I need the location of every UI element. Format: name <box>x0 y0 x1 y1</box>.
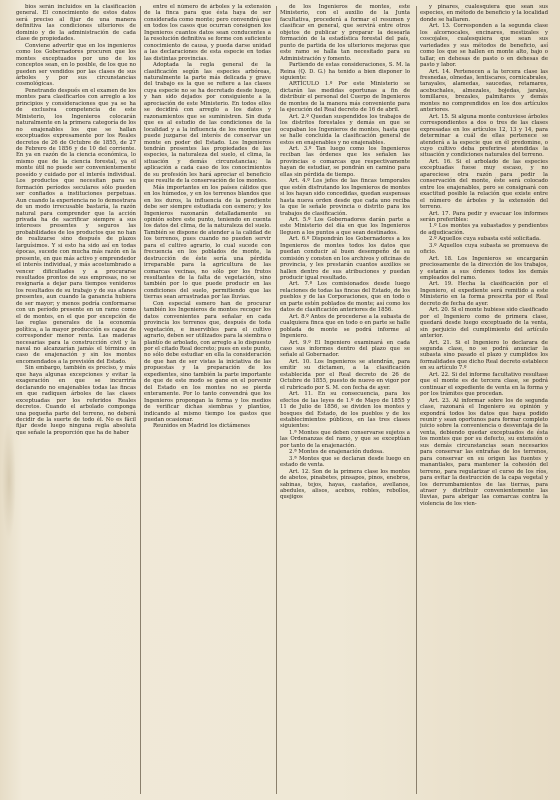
paragraph: Más importantes en los países cálidos que en los húmedos, y en los terrenos blandos que en los duros, la influencia de la pendiente debe ser siempre estudiada con esmero; y los Ingenieros razonarán detalladamente su opinión sobre este punto, teniendo en cuenta los datos del clima, de la naturaleza del suelo. También se dispone de atender a la calidad de los terrenos, pues cuando no pueden servir para el cultivo agrario, lo cual sucede con frecuencia en los poblados de monte, la destrucción de éste sería una pérdida irreparable para la agricultura de las comarcas vecinas, no sólo por los frutos resultantes de la falta de vegetación, sino también por lo que puede producir en las condiciones del suelo, permitiendo que las tierras sean arrastradas por las lluvias. <box>144 184 271 301</box>
paragraph: bios serán incluidos en la clasificación general. El conocimiento de estos datos será preciso al fijar de una manera definitiva las condiciones ulteriores de dominio y de la administración de cada clase de propiedades. <box>16 4 136 43</box>
paragraph: Art. 18. Los Ingenieros se encargarán preciosamente de la dirección de los trabajos, y estarán a sus órdenes todos los demás empleados del ramo. <box>420 255 548 282</box>
paragraph: Art. 23. Al informar sobre los de segunda clase, razonará el Ingeniero su opinión y expondrá todos los datos que haya podido reunir y sean oportunos para formar completo juicio sobre la conveniencia o desventaja de la venta, debiendo quedar exceptuados de ésta los montes que por su defecto, su extensión o sus demás circunstancias sean necesarios para conservar las entrañas de los terrenos, para conservar en su origen las fuentes y manantiales, para mantener la cohesión del terreno, para regularizar el curso de los ríos, para evitar la destrucción de la capa vegetal y los derrumbamientos de las tierras, para atraer y distribuir convenientemente las lluvias, para abrigar las comarcas contra la violencia de los vien- <box>420 397 548 507</box>
paragraph: 1.º Los montes ya subastados y pendientes de adjudicación. <box>420 223 548 236</box>
paragraph: Art. 19. Hecha la clasificación por el Ingeniero, el expediente será remitido a este Ministerio en la forma prescrita por el Real decreto de fecha de ayer. <box>420 281 548 307</box>
text-column-3 <box>280 4 410 796</box>
text-column-4 <box>420 4 548 796</box>
paragraph: entre el número de árboles y la extensión de la finca para que ésta haya de ser considerada como monte; pero convendrá que en todos los casos que ocurran consignen los Ingenieros cuantos datos sean conducentes a la resolución definitiva se forme con suficiente conocimiento de causa, y pueda darse unidad a las declaraciones de esta especie en todas las distintas provincias. <box>144 4 271 62</box>
paragraph: Art. 21. Si el Ingeniero lo declarara de segunda clase, no se podrá anunciar la subasta sino pasado el plazo y cumplidos los formalidades que dicho Real decreto establece en su artículo 7.º <box>420 339 548 372</box>
paragraph: 2.ª Montes de enajenación dudosa. <box>289 449 384 456</box>
text-column-2 <box>144 4 271 796</box>
column-divider <box>416 6 417 794</box>
paragraph: Art. 12. Son de la primera clase los montes de abetos, pinabetes, pinsapos, pinos, enebros, sabinas, tejos, hayas, castaños, avellanos, abedules, alisos, acebos, robles, rebollos, quejigos <box>280 468 410 501</box>
paragraph: de los Ingenieros de montes, este Ministerio, con el auxilio de la Junta facultativa, procederá a formar el resumen y clasificar en general, que servirá entre otros objetos de publicar y preparar la desearla formación de la estadística forestal del país, punto de partida de los ulteriores mejoras que este ramo se halla tan necesitado para su Administración y fomento. <box>280 4 410 62</box>
paragraph: 3.ª Montes que se declaran desde luego en estado de venta. <box>280 455 410 469</box>
column-divider <box>276 6 277 794</box>
paragraph: Adoptada la regla general de la clasificación según las especies arbóreas, naturalmente la parte más delicada y grave del trabajo es la que se refiere a las clases cuya especie no se ha decretado desde luego, y han sido dejados por consiguiente a la apreciación de este Ministerio. En todos ellos se decidirá con arreglo a los datos y razonamientos que se suministren. Sin duda que es al estudio de las condiciones de la localidad y a la influencia de los montes que puede juzgarse del interés de conservar un monte en poder del Estado. Los Ingenieros tendrán presentes las propiedades de las especies, la naturaleza del suelo, el clima, la situación y demás circunstancias; la aplicación a cada caso de los conocimientos de su profesión les hará apreciar el beneficio que resulte de la conservación de los montes. <box>144 62 271 185</box>
paragraph: Art. 7.º Los comisionados desde luego relaciones de todas las fincas del Estado, de los pueblos y de las Corporaciones, que en todo o en parte estén poblados de monte; así como los datos de clasificación anteriores de 1856. <box>280 281 410 314</box>
paragraph: Art. 17. Para pedir y evacuar los informes serán preferibles: <box>420 210 548 223</box>
text-column-1 <box>16 4 136 796</box>
paragraph: Sin embargo, también es preciso, y más que haya algunas excepciones y evitar la exageración en que se incurriría declarando no enajenables todas las fincas en que radiquen árboles de las clases exceptuadas por los referidos Reales decretos. Cuando el arbolado componga una pequeña parte del terreno, no deberá decidir de la suerte de todo él. No es fácil fijar desde luego ninguna regla absoluta que señale la proporción que ha de haber <box>16 365 136 436</box>
paragraph: 1.ª Montes que deben conservarse sujetos a las Ordenanzas del ramo, y que se exceptúan por tanto de la enajenación. <box>280 429 410 449</box>
paragraph: Reunidos en Madrid los dictámenes <box>153 423 251 430</box>
paragraph: y pinares, cualesquiera que sean sus especies, en método de beneficio y la localidad donde se hallaren. <box>420 4 548 23</box>
paragraph: Conviene advertir que en los ingenieros como los Gobernadores procuren que los montes exceptuados por uno de los conceptos sean, en lo posible, de los que no pueden ser vendidos por las clases de sus árboles y por sus circunstancias cosmológicas. <box>16 42 136 88</box>
paragraph: Art. 5.º Los Gobernadores darán parte a este Ministerio del día en que los Ingenieros lleguen a los puntos a que sean destinados. <box>280 216 410 236</box>
column-divider <box>140 6 141 794</box>
paragraph: Art. 16. Si el arbolado de las especies exceptuadas fuese muy escaso, y no apareciese otra razón para pedir la conservación del monte, éste será colocado entre los enajenables, pero se consignará con exactitud posible la relación que existe entre el número de árboles y la extensión del terreno. <box>420 158 548 211</box>
paragraph: Art. 10. Los Ingenieros se atendrán, para emitir su dictamen, a la clasificación establecida por el Real decreto de 26 de Octubre de 1855, puesto de nuevo en vigor por el rubricado por S. M. con fecha de ayer. <box>280 358 410 391</box>
paragraph: Art. 2.º Quedan suspendidos los trabajos de los distritos forestales y demás en que se ocupaban los Ingenieros de montes, hasta que se halle concluida la clasificación general de estos en enajenables y no enajenables. <box>280 113 410 146</box>
paragraph: Art. 13. Corresponden a la segunda clase los alcornocales, encinares, mestizales y coscojales, cualesquiera que sean sus variedades y sus métodos de beneficio, así como los que se hallen en monte alto, bajo o tallar, en dehesas de pasto o en dehesas de pasto y labor. <box>420 23 548 69</box>
paragraph: Art. 8.º Antes de procederse a la subasta de cualquiera finca que en todo o en parte se halle poblada de monte se podrá informe al Ingeniero. <box>280 313 410 340</box>
paragraph: Art. 3.º Tan luego como los Ingenieros reciban las órdenes que les señalen las provincias o comarcas que respectivamente hayan de estudiar, se pondrán en camino para ellas sin pérdida de tiempo. <box>280 145 410 178</box>
paragraph: Art. 20. Si el monte hubiese sido clasificado por el Ingeniero como de primera clase, quedará desde luego exceptuado de la venta, sin perjuicio del cumplimiento del artículo anterior. <box>420 307 548 340</box>
paragraph: Art. 6.º Dispondrán los Gobernadores a los Ingenieros de montes todos los datos que puedan conducir al buen desempeño de su comisión y consten en los archivos y oficinas de provincia, y les prestarán cuantos auxilios se hallen dentro de sus atribuciones y puedan producir igual resultado. <box>280 236 410 282</box>
paragraph: Art. 14. Pertenecen a la tercera clase las fresnedas, olmedas, lentiscares, cornicabrales, tarayales, alamedas, saucedas, retamares, acebuchales, almezales, bojedas, jarales, tomillares, brezales, palmitares y demás montes no comprendidos en los dos artículos anteriores. <box>420 68 548 114</box>
paragraph: Partiendo de estas consideraciones, S. M. la Reina (Q. D. G.) ha tenido a bien disponer lo siguiente: <box>280 62 410 81</box>
paragraph: 3.º Aquellos cuya subasta se promueva de oficio. <box>420 242 548 256</box>
paragraph: Art. 22. Si del informe facultativo resultase que el monte es de tercera clase, se podrá continuar el expediente de venta en la forma y por los trámites que procedan. <box>420 371 548 398</box>
paper-stain <box>2 420 16 540</box>
paragraph: ARTÍCULO 1.º Por este Ministerio se dictarán las medidas oportunas a fin de distribuir el personal del Cuerpo de Ingenieros de montes de la manera más conveniente para la ejecución del Real decreto de 16 de abril. <box>280 81 410 114</box>
paragraph: Penetrando después en el examen de los montes para clasificarlos con arreglo a los principios y consideraciones que ya se ha de exclusiva competencia de este Ministerio, los Ingenieros colocarán naturalmente en la primera categoría de los no enajenables los que se hallan exceptuados expresamente por los Reales decretos de 26 de Octubre de 1855, de 27 de Febrero de 1856 y de 10 del corriente. En ya en razón de la ciencia económica, lo mismo que de la ciencia forestal, ya el monte útil no puede ser convenientemente poseído y cuidado por el interés individual. Los productos que necesitan para su formación períodos seculares sólo pueden ser confiados a instituciones perpetuas. Aun cuando la experiencia no lo demostrara de un modo irrecusable bastaría, la razón natural para comprender que la acción privada ha de sacrificar siempre a sus intereses presentes y seguros las probabilidades de los productos que no han de realizarse sino después de plazos larguísimos. Y si esto ha sido así en todas épocas, sucede con mucha más razón en la presente, en que más activo y emprendedor el interés individual, y más acostumbrado a vencer dificultades y a procurarse resultados prontos de sus empresas, no se resignaría a dejar para tiempos venideros los resultados de su trabajo y de sus afanes presentes, aun cuando la ganancia hubiera de ser mayor; y menos podría conformarse con un período presente en un ramo como el de montes, en el que por excepción de las reglas generales de la economía política, a la mayor producción es capaz de corresponder menor renta. Las maderas necesarias para la construcción civil y la naval no alcanzarían jamás el término en caso de enajenación y sin los montes encomendados a la previsión del Estado. <box>16 87 136 365</box>
paragraph: Art. 4.º Los jefes de las fincas temporales que estén disfrutando los Ingenieros de montes si los hayan sido concedidas, quedan suspensas hasta nueva orden desde que cada uno reciba la que le señale provincia o distrito para los trabajos de clasificación. <box>280 178 410 217</box>
paragraph: Art. 11. En su consecuencia, para los efectos de las leyes de 1.º de Mayo de 1855 y 11 de Julio de 1856, se dividen los montes y bosques del Estado, de los pueblos y de los establecimientos públicos, en las tres clases siguientes: <box>280 391 410 430</box>
paragraph: Art. 15. Si alguna monte contuviese árboles correspondientes a dos o tres de las clases expresadas en los artículos 12, 13 y 14, para determinar a cuál de ellas pertenece se atenderá a la especie que en él predomine, o cuyo cultivo deba preferirse atendidas la situación y condiciones naturales del terreno. <box>420 113 548 159</box>
paragraph: 2.º Aquellos cuya subasta esté solicitada. <box>429 236 541 243</box>
paragraph: Con especial esmero han de procurar también los Ingenieros de montes recoger los datos convenientes para señalar en cada provincia los terrenos que, después de toda vegetación, e inservibles para el cultivo agrario, deben ser utilizados para la siembra o plantío de arbolado, con arreglo a lo dispuesto por el citado Real decreto; pues en este punto, no sólo debe estudiar en ella la consideración de que han de ser vistas la iniciativa de las propuestas y la preparación de los expedientes, sino también la parte importante de que de este modo se gane en el porvenir del Estado en los montes no se pierda enteramente. Por lo tanto convendrá que los Ingenieros propongan la forma y los medios de verificar dichas siembras y plantíos, indicando al mismo tiempo los gastos que puedan ocasionar. <box>144 300 271 423</box>
paragraph: Art. 9.º El Ingeniero examinará en cada caso sus informes dentro del plazo que se señale al Gobernador. <box>280 339 410 359</box>
